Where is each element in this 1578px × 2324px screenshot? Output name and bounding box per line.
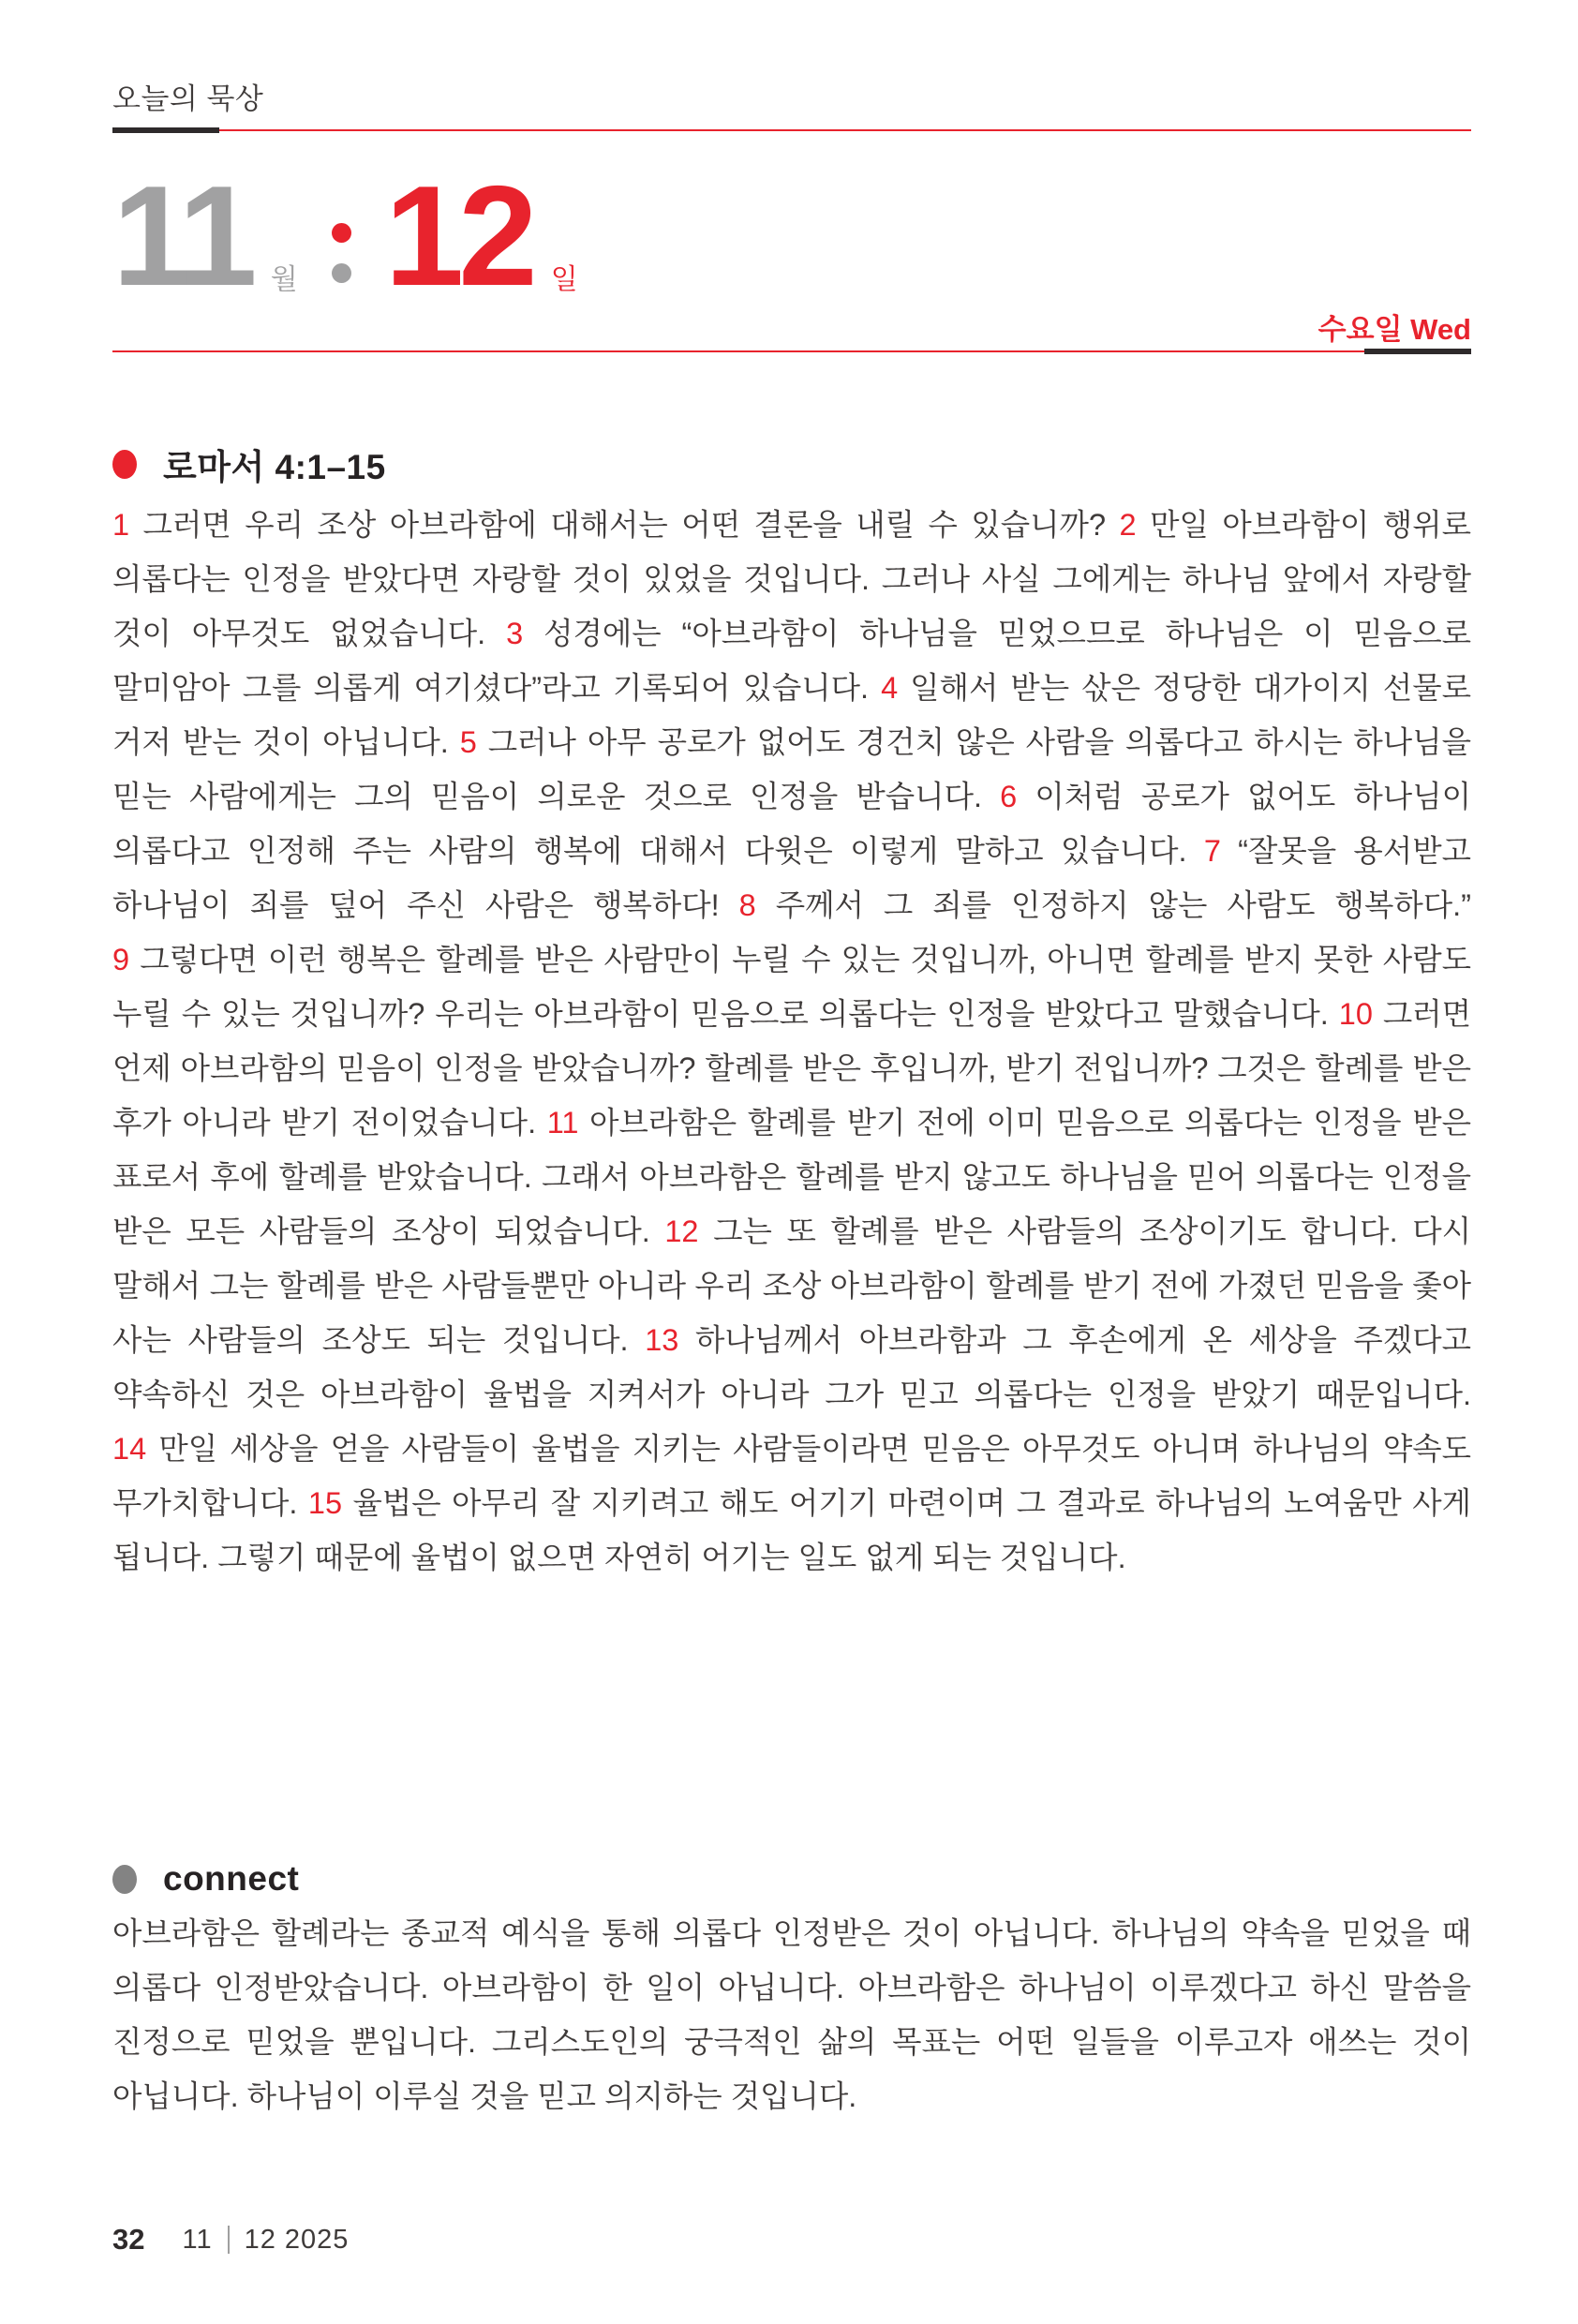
red-bullet-icon (112, 450, 137, 479)
connect-label: connect (163, 1859, 300, 1898)
date-day-unit: 일 (550, 264, 578, 295)
date-colon-icon (332, 159, 351, 298)
date-day-number: 12 (384, 156, 532, 316)
verse-number: 3 (506, 617, 524, 650)
verse-number: 4 (881, 671, 899, 705)
page-footer (112, 2223, 349, 2257)
verse-number: 11 (546, 1106, 579, 1140)
connect-header (112, 1859, 299, 1899)
page-number: 32 (112, 2223, 145, 2256)
verse-number: 15 (307, 1486, 343, 1520)
date-month-number: 11 (112, 156, 252, 316)
connect-text: 아브라함은 할례라는 종교적 예식을 통해 의롭다 인정받은 것이 아닙니다. 하나님의 약속을 믿었을 때 의롭다 인정받았습니다. 아브라함이 한 일이 아닙니다. 아브라함은 하나님이 이루겠다고 하신 말씀을 진정으로 믿었을 뿐입니다. 그리스도인의 궁극적인 삶의 목표는 어떤 일들을 이루고자 애쓰는 것이 아닙니다. 하나님이 이루실 것을 믿고 의지하는 것입니다. (112, 1916, 1471, 2113)
page-kicker: 오늘의 묵상 (112, 82, 264, 115)
verse-number: 8 (738, 888, 756, 922)
date-rule-dark-segment (1364, 349, 1471, 354)
date-display (112, 156, 578, 316)
edition-divider (228, 2226, 230, 2254)
date-month-unit: 월 (270, 264, 298, 295)
verse-number: 14 (112, 1432, 147, 1466)
edition-rest: 12 2025 (244, 2224, 350, 2255)
scripture-header (112, 439, 386, 489)
verse-number: 5 (459, 725, 477, 759)
header-rule-red-segment (219, 129, 1471, 132)
verse-number: 2 (1119, 508, 1137, 542)
verse-number: 12 (664, 1214, 699, 1248)
verse-number: 9 (112, 943, 130, 976)
verse-number: 10 (1338, 997, 1373, 1031)
header-rule-dark-segment (112, 127, 219, 133)
date-rule (112, 349, 1471, 354)
verse-number: 1 (112, 508, 130, 542)
verse-number: 13 (645, 1323, 679, 1357)
header-rule (112, 127, 1471, 133)
gray-bullet-icon (112, 1865, 137, 1894)
weekday-label: 수요일 Wed (1317, 313, 1471, 346)
page-content (112, 0, 1471, 2324)
colon-bottom-dot (332, 263, 351, 283)
colon-top-dot (332, 223, 351, 243)
verse-number: 7 (1203, 834, 1221, 868)
edition-month: 11 (182, 2224, 213, 2255)
scripture-text: 1 그러면 우리 조상 아브라함에 대해서는 어떤 결론을 내릴 수 있습니까? 2 만일 아브라함이 행위로 의롭다는 인정을 받았다면 자랑할 것이 있었을 것입니다. 그러나 사실 그에게는 하나님 앞에서 자랑할 것이 아무것도 없었습니다. 3 성경에는 “아브라함이 하나님을 믿었으므로 하나님은 이 믿음으로 말미암아 그를 의롭게 여기셨다”라고 기록되어 있습니다. 4 일해서 받는 삯은 정당한 대가이지 선물로 거저 받는 것이 아닙니다. 5 그러나 아무 공로가 없어도 경건치 않은 사람을 의롭다고 하시는 하나님을 믿는 사람에게는 그의 믿음이 의로운 것으로 인정을 받습니다. 6 이처럼 공로가 없어도 하나님이 의롭다고 인정해 주는 사람의 행복에 대해서 다윗은 이렇게 말하고 있습니다. 7 “잘못을 용서받고 하나님이 죄를 덮어 주신 사람은 행복하다! 8 주께서 그 죄를 인정하지 않는 사람도 행복하다.” 9 그렇다면 이런 행복은 할례를 받은 사람만이 누릴 수 있는 것입니까, 아니면 할례를 받지 못한 사람도 누릴 수 있는 것입니까? 우리는 아브라함이 믿음으로 의롭다는 인정을 받았다고 말했습니다. 10 그러면 언제 아브라함의 믿음이 인정을 받았습니까? 할례를 받은 후입니까, 받기 전입니까? 그것은 할례를 받은 후가 아니라 받기 전이었습니다. 11 아브라함은 할례를 받기 전에 이미 믿음으로 의롭다는 인정을 받은 표로서 후에 할례를 받았습니다. 그래서 아브라함은 할례를 받지 않고도 하나님을 믿어 의롭다는 인정을 받은 모든 사람들의 조상이 되었습니다. 12 그는 또 할례를 받은 사람들의 조상이기도 합니다. 다시 말해서 그는 할례를 받은 사람들뿐만 아니라 우리 조상 아브라함이 할례를 받기 전에 가졌던 믿음을 좇아 사는 사람들의 조상도 되는 것입니다. 13 하나님께서 아브라함과 그 후손에게 온 세상을 주겠다고 약속하신 것은 아브라함이 율법을 지켜서가 아니라 그가 믿고 의롭다는 인정을 받았기 때문입니다. 14 만일 세상을 얻을 사람들이 율법을 지키는 사람들이라면 믿음은 아무것도 아니며 하나님의 약속도 무가치합니다. 15 율법은 아무리 잘 지키려고 해도 어기기 마련이며 그 결과로 하나님의 노여움만 사게 됩니다. 그렇기 때문에 율법이 없으면 자연히 어기는 일도 없게 되는 것입니다. (112, 508, 1472, 1574)
verse-number: 6 (1000, 780, 1018, 813)
edition-date (182, 2225, 349, 2256)
date-rule-red-segment (112, 350, 1364, 353)
scripture-reference: 로마서 4:1–15 (163, 448, 386, 486)
